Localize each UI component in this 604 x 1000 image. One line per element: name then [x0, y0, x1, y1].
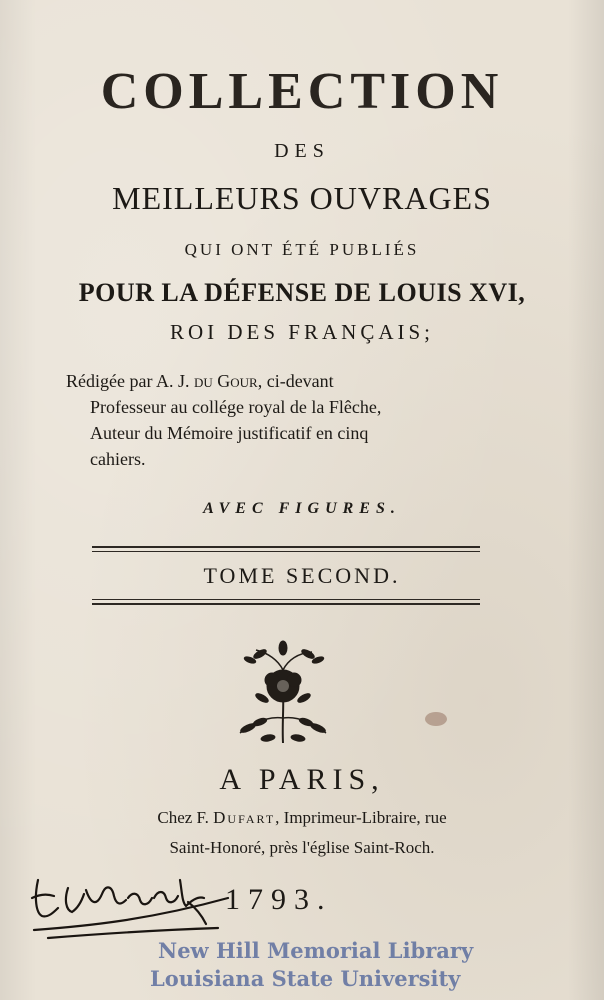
floral-vignette-icon — [228, 638, 338, 748]
editor-line-3: Auteur du Mémoire justificatif en cinq — [90, 423, 369, 443]
title-meilleurs-ouvrages: MEILLEURS OUVRAGES — [112, 180, 492, 216]
editor-line-2: Professeur au collége royal de la Flêche, — [90, 397, 382, 417]
imprint-prefix: Chez F. — [157, 808, 214, 827]
title-roi-francais: ROI DES FRANÇAIS; — [169, 320, 435, 344]
rule-bottom-thick — [92, 603, 480, 605]
imprint-line-1 — [0, 808, 604, 828]
editor-name: du Gour — [193, 371, 258, 391]
imprint-line-2: Saint-Honoré, près l'église Saint-Roch. — [169, 838, 435, 857]
avec-figures: AVEC FIGURES. — [203, 500, 401, 517]
editor-line-4: cahiers. — [90, 449, 146, 469]
library-stamp-line-2: Louisiana State University — [150, 966, 461, 991]
editor-line-1-prefix: Rédigée par A. J. — [66, 371, 194, 391]
imprint-printer-name: Dufart — [213, 808, 276, 827]
editor-line-1-suffix: , ci-devant — [257, 371, 334, 391]
rule-top-thick — [92, 546, 480, 548]
library-stamp-line-1: New Hill Memorial Library — [158, 938, 474, 963]
imprint-city: A PARIS, — [219, 763, 385, 796]
editor-paragraph — [66, 368, 526, 472]
rule-bottom-thin — [92, 599, 480, 600]
title-defense-louis: POUR LA DÉFENSE DE LOUIS XVI, — [78, 278, 526, 307]
rule-top-thin — [92, 551, 480, 552]
handwritten-signature — [28, 868, 238, 948]
paper-stain — [425, 712, 447, 726]
title-publies: QUI ONT ÉTÉ PUBLIÉS — [184, 240, 420, 259]
title-collection: COLLECTION — [100, 63, 504, 120]
publication-year: 1793. — [225, 883, 333, 916]
tome-second: TOME SECOND. — [203, 563, 401, 588]
imprint-suffix: , Imprimeur-Libraire, rue — [275, 808, 447, 827]
title-des: DES — [274, 140, 330, 162]
editor-line-1 — [66, 368, 526, 394]
